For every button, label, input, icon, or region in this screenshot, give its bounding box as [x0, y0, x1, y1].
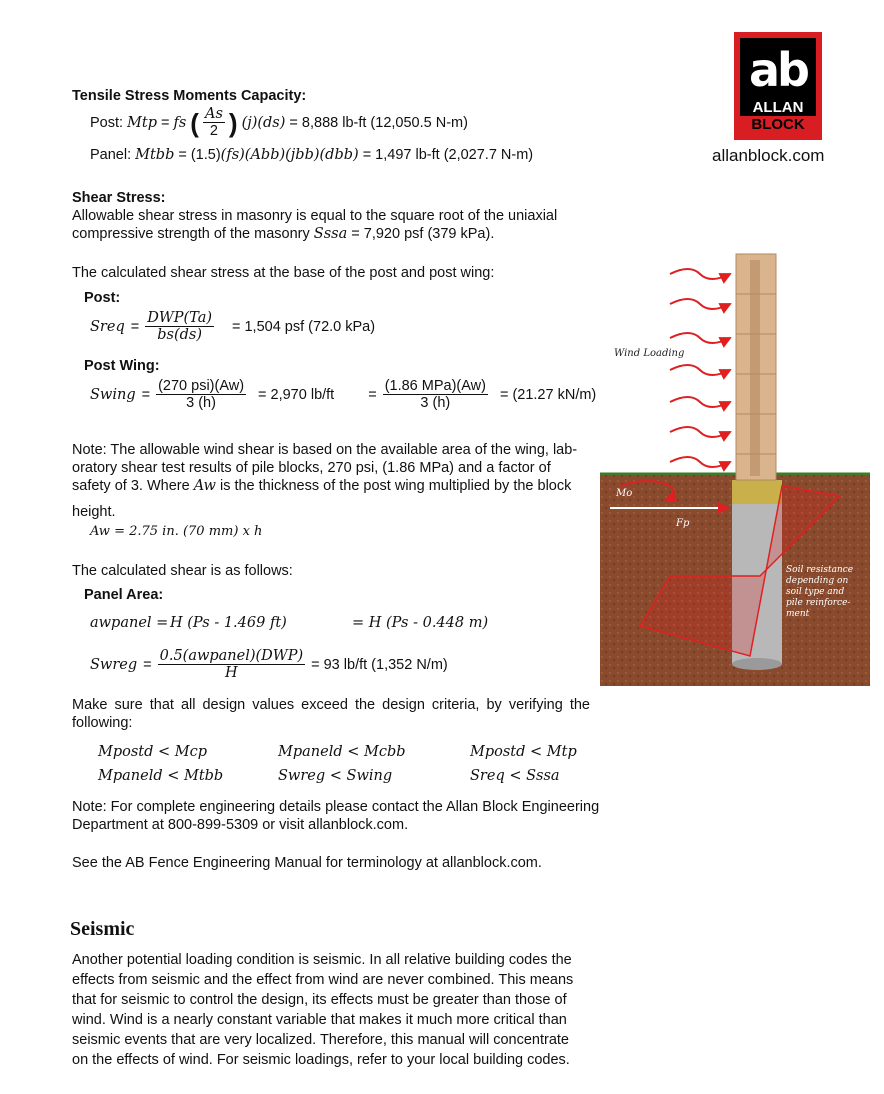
seismic-line-6: on the effects of wind. For seismic loadings, refer to your local building codes. — [72, 1052, 570, 1068]
mo-label: Mo — [616, 488, 633, 499]
logo-letters: ab — [749, 43, 807, 97]
aw-symbol: Aw — [193, 478, 216, 494]
panel-result: = 1,497 lb-ft (2,027.7 N-m) — [362, 147, 534, 163]
swreg-result: = 93 lb/ft (1,352 N/m) — [311, 657, 448, 673]
shear-heading: Shear Stress: — [72, 190, 166, 206]
seismic-line-2: effects from seismic and the effect from wind are never combined. This means — [72, 972, 574, 988]
check-mpaneld-mtbb: Mpaneld < Mtbb — [98, 768, 224, 784]
soil-label-2: depending on — [786, 576, 849, 586]
swreg-equation: Swreg = $\frac{\text{0.5(awpanel)(DWP)}}{H}$ = 93 lb/ft (1,352 N/m) — [90, 648, 448, 681]
check-mpostd-mcp: Mpostd < Mcp — [98, 744, 208, 760]
note1-line-2: oratory shear test results of pile blocks, 270 psi, (1.86 MPa) and a factor of — [72, 460, 551, 476]
panel-terms: (fs)(Abb)(jbb)(dbb) — [220, 147, 359, 163]
swreg-symbol: Swreg — [90, 657, 138, 673]
seismic-line-5: seismic events that are very localized. Therefore, this manual will concentrate — [72, 1032, 569, 1048]
soil-label-5: ment — [786, 609, 810, 619]
manual-reference: See the AB Fence Engineering Manual for terminology at allanblock.com. — [72, 855, 542, 871]
shear-line-2-text: compressive strength of the masonry — [72, 226, 310, 242]
awpanel-lhs: awpanel = — [90, 615, 169, 631]
verify-line-2: following: — [72, 715, 133, 731]
mtbb-symbol: Mtbb — [135, 147, 175, 163]
awpanel-rhs: H (Ps - 1.469 ft) — [170, 615, 287, 631]
tensile-panel-equation: Panel: Mtbb = (1.5) (fs)(Abb)(jbb)(dbb) = 1,497 lb-ft (2,027.7 N-m) — [90, 147, 534, 163]
check-mpaneld-mcbb: Mpaneld < Mcbb — [278, 744, 406, 760]
sreq-numerator: DWP(Ta) — [147, 310, 212, 326]
post-terms: (j)(ds) — [241, 115, 286, 131]
check-mpostd-mtp: Mpostd < Mtp — [470, 744, 577, 760]
sreq-equation: Sreq = $\frac{\text{DWP(Ta)}}{bs(ds)}$ = 1,504 psf (72.0 kPa) — [90, 310, 376, 343]
allan-block-logo — [734, 32, 822, 140]
check-swreg-swing: Swreg < Swing — [278, 768, 393, 784]
swing-metric-numerator: (1.86 MPa)(Aw) — [384, 378, 486, 394]
swing-numerator: (270 psi)(Aw) — [158, 378, 245, 394]
logo-name: ALLAN — [752, 99, 804, 116]
fp-label: Fp — [676, 518, 690, 529]
mtp-symbol: Mtp — [127, 115, 158, 131]
website-link[interactable]: allanblock.com — [712, 146, 825, 165]
aw-formula: Aw = 2.75 in. (70 mm) x h — [90, 524, 263, 539]
fs-symbol: fs — [173, 115, 187, 131]
swing-symbol: Swing — [90, 387, 136, 403]
wind-loading-diagram — [600, 246, 870, 686]
panel-intro: The calculated shear is as follows: — [72, 563, 293, 579]
pile-cap — [732, 480, 782, 504]
shear-calc-intro: The calculated shear stress at the base of the post and post wing: — [72, 265, 495, 281]
note1-line-3-b: is the thickness of the post wing multiplied by the block — [219, 478, 572, 494]
sreq-denominator: bs(ds) — [157, 327, 202, 343]
sreq-symbol: Sreq — [90, 319, 125, 335]
post-result: = 8,888 lb-ft (12,050.5 N-m) — [289, 115, 468, 131]
swing-metric-result: = (21.27 kN/m) — [499, 387, 597, 403]
as-numerator: As — [204, 106, 223, 122]
soil-label-3: soil type and — [786, 587, 845, 597]
post-label: Post: — [90, 115, 124, 131]
swing-equation: Swing = $\frac{\text{(270 psi)(Aw)}}{3 (h)}$ = 2,970 lb/ft = $\frac{\text{(1.86 MPa)(Aw)}}{3 (h)}$ = (21.27 kN/m) — [90, 378, 597, 411]
shear-line-2-value: = 7,920 psf (379 kPa). — [351, 226, 495, 242]
seismic-line-1: Another potential loading condition is seismic. In all relative building codes the — [72, 952, 572, 968]
swing-metric-denominator: 3 (h) — [420, 395, 451, 411]
swreg-numerator: 0.5(awpanel)(DWP) — [159, 648, 304, 664]
sky-area — [600, 246, 870, 474]
note1-line-3-a: safety of 3. Where — [72, 478, 190, 494]
note2-line-1: Note: For complete engineering details please contact the Allan Block Engineering — [72, 799, 600, 815]
swreg-denominator: H — [225, 665, 238, 681]
seismic-line-3: that for seismic to control the design, its effects must be greater than those of — [72, 992, 567, 1008]
panel-label: Panel: — [90, 147, 132, 163]
seismic-line-4: wind. Wind is a nearly constant variable that makes it much more critical than — [72, 1012, 567, 1028]
shear-line-2 — [72, 226, 494, 242]
soil-label-1: Soil resistance — [786, 565, 854, 575]
shear-line-1: Allowable shear stress in masonry is equal to the square root of the uniaxial — [72, 208, 558, 224]
swing-denominator: 3 (h) — [186, 395, 216, 411]
note1-line-4: height. — [72, 504, 116, 520]
panel-factor: (1.5) — [190, 147, 221, 163]
seismic-heading: Seismic — [70, 918, 135, 940]
wind-loading-label: Wind Loading — [614, 348, 685, 359]
soil-label-4: pile reinforce- — [786, 598, 851, 608]
tensile-post-equation: Post: Mtp = fs ( $\frac{As}{2}$ ) (j)(ds) = 8,888 lb-ft (12,050.5 N-m) — [90, 106, 468, 139]
as-denominator: 2 — [209, 123, 218, 139]
post-wing-heading: Post Wing: — [84, 358, 160, 374]
awpanel-metric: = H (Ps - 0.448 m) — [352, 615, 489, 631]
verify-line-1: Make sure that all design values exceed the design criteria, by verifying the — [72, 697, 590, 713]
sreq-result: = 1,504 psf (72.0 kPa) — [232, 319, 376, 335]
tensile-heading: Tensile Stress Moments Capacity: — [72, 88, 307, 104]
note2-line-2: Department at 800-899-5309 or visit allanblock.com. — [72, 817, 409, 833]
swing-result: = 2,970 lb/ft — [258, 387, 335, 403]
note1-line-3 — [72, 478, 571, 494]
note1-line-1: Note: The allowable wind shear is based on the available area of the wing, lab- — [72, 442, 578, 458]
panel-area-heading: Panel Area: — [84, 587, 164, 603]
sssa-symbol: Sssa — [313, 226, 348, 242]
check-sreq-sssa: Sreq < Sssa — [470, 768, 560, 784]
logo-name-2: BLOCK — [740, 116, 816, 134]
post-heading: Post: — [84, 290, 121, 306]
